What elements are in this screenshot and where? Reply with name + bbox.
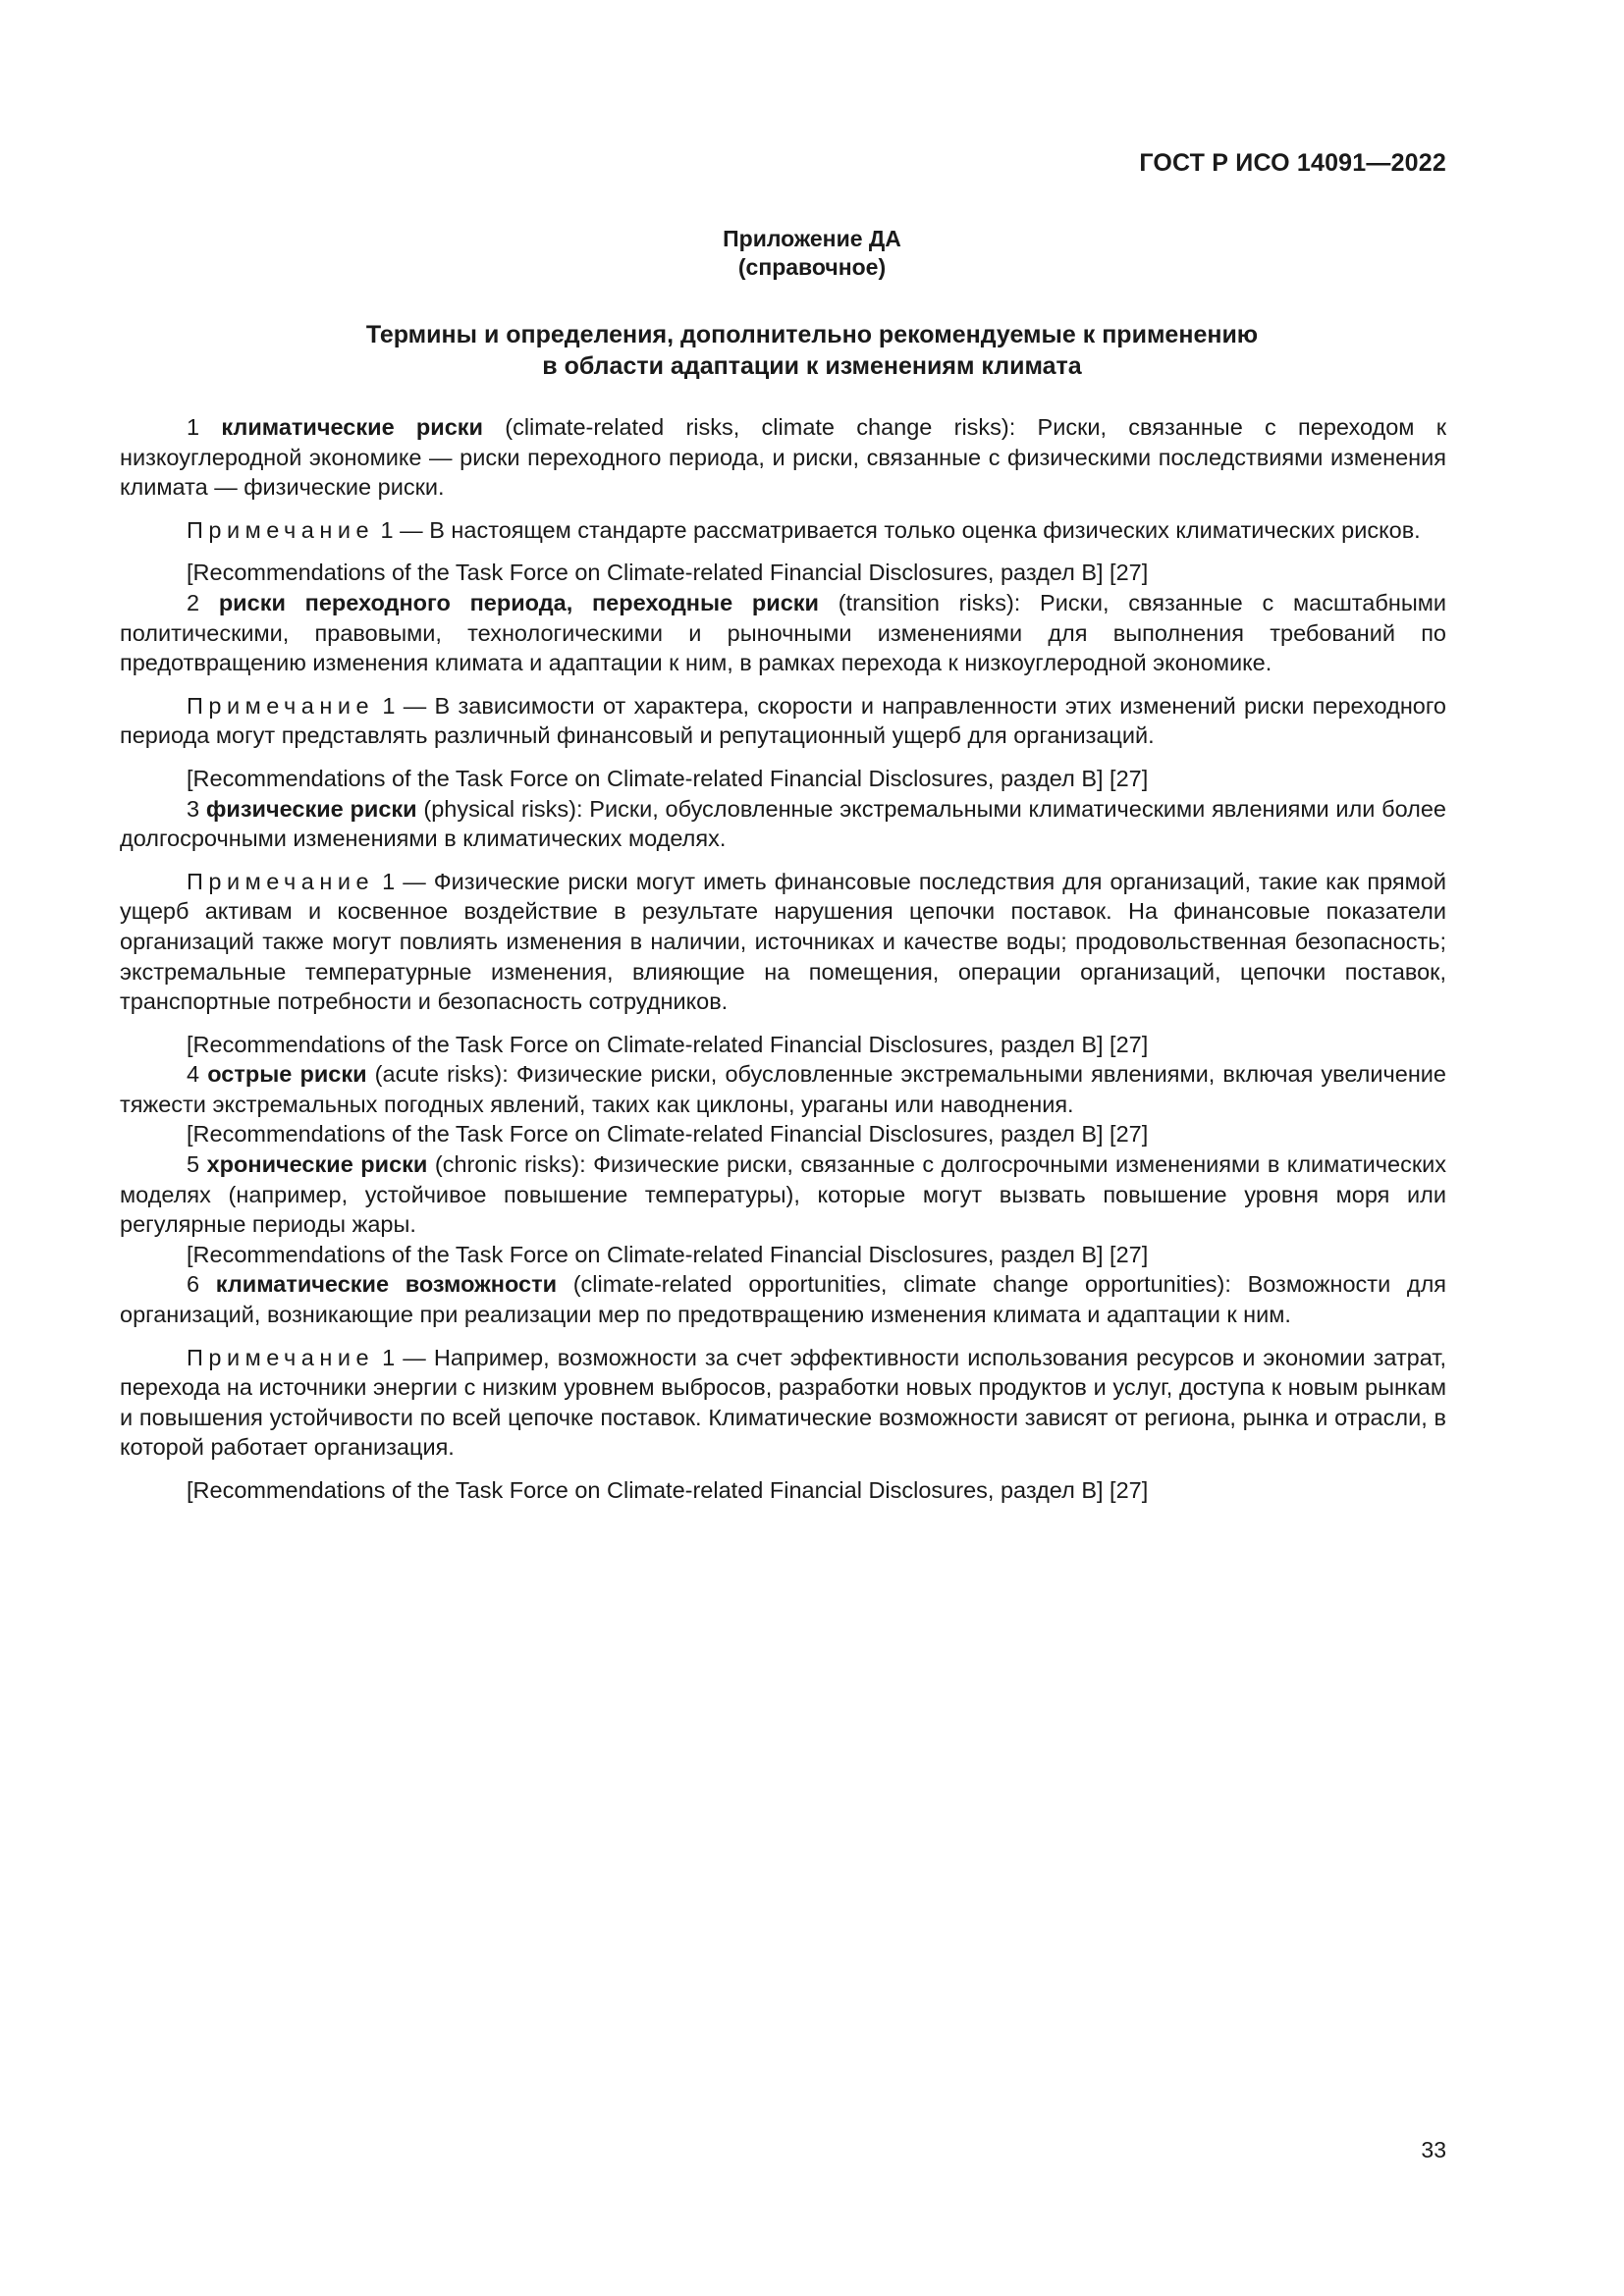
term-entry: [120, 588, 1446, 678]
term-number: 6: [187, 1271, 200, 1298]
term-number: 1: [187, 414, 200, 440]
page-number: 33: [1421, 2137, 1446, 2163]
term-name: хронические риски: [206, 1151, 428, 1178]
term-entry: [120, 1059, 1446, 1119]
section-title: [0, 319, 1624, 382]
term-name: физические риски: [205, 795, 417, 822]
term-entry: [120, 794, 1446, 854]
note-label: Примечание: [187, 1344, 375, 1370]
term-name: риски переходного периода, переходные риски: [218, 589, 819, 615]
note-label: Примечание: [187, 692, 375, 719]
term-name: климатические риски: [221, 414, 483, 440]
term-note: [120, 867, 1446, 1017]
note-label: Примечание: [187, 516, 375, 543]
document-code: ГОСТ Р ИСО 14091—2022: [1139, 149, 1446, 177]
term-number: 3: [187, 795, 200, 822]
term-definition: (transition risks): Риски, связанные с масштабными политическими, правовыми, технологическими и рыночными изменениями для выполнения требований по предотвращению изменения климата и адаптации к ним, в рамках перехода к низкоуглеродной экономике.: [120, 589, 1446, 676]
term-note: [120, 1343, 1446, 1463]
term-definition: (physical risks): Риски, обусловленные экстремальными климатическими явлениями или более долгосрочными изменениями в климатических моделях.: [120, 795, 1447, 852]
note-text: 1 — Физические риски могут иметь финансовые последствия для организаций, такие как прямой ущерб активам и косвенное воздействие в результате нарушения цепочки поставок. На финансовые показатели организаций также могут повлиять изменения в наличии, источниках и качестве воды; продовольственная безопасность; экстремальные температурные изменения, влияющие на помещения, операции организаций, цепочки поставок, транспортные потребности и безопасность сотрудников.: [120, 868, 1446, 1015]
term-entry: [120, 1149, 1446, 1240]
term-source: [Recommendations of the Task Force on Climate-related Financial Disclosures, раздел B] [27]: [187, 1121, 1149, 1148]
term-definition: (climate-related risks, climate change risks): Риски, связанные с переходом к низкоуглеродной экономике — риски переходного периода, и риски, связанные с физическими последствиями изменения климата — физические риски.: [120, 414, 1446, 501]
term-number: 4: [187, 1061, 200, 1088]
note-text: 1 — В настоящем стандарте рассматривается только оценка физических климатических рисков.: [374, 516, 1421, 543]
term-definition: (acute risks): Физические риски, обусловленные экстремальными явлениями, включая увеличение тяжести экстремальных погодных явлений, таких как циклоны, ураганы или наводнения.: [120, 1061, 1447, 1117]
section-title-line-2: в области адаптации к изменениям климата: [542, 352, 1082, 380]
term-number: 2: [187, 589, 200, 615]
note-label: Примечание: [187, 868, 375, 894]
note-text: 1 — В зависимости от характера, скорости и направленности этих изменений риски переходного периода могут представлять различный финансовый и репутационный ущерб для организаций.: [120, 692, 1446, 749]
term-entry: [120, 412, 1446, 503]
section-title-line-1: Термины и определения, дополнительно рекомендуемые к применению: [365, 321, 1259, 348]
annex-subtitle: (справочное): [737, 254, 887, 280]
term-definition: (chronic risks): Физические риски, связанные с долгосрочными изменениями в климатических моделях (например, устойчивое повышение температуры), которые могут вызвать повышение уровня моря или регулярные периоды жары.: [120, 1151, 1447, 1238]
term-note: [120, 515, 1446, 546]
term-definition: (climate-related opportunities, climate change opportunities): Возможности для организаций, возникающие при реализации мер по предотвращению изменения климата и адаптации к ним.: [120, 1271, 1447, 1328]
term-number: 5: [187, 1151, 200, 1178]
term-source: [Recommendations of the Task Force on Climate-related Financial Disclosures, раздел B] [27]: [187, 560, 1149, 586]
term-source: [Recommendations of the Task Force on Climate-related Financial Disclosures, раздел B] [27]: [187, 1241, 1149, 1267]
annex-title: Приложение ДА: [723, 226, 901, 251]
term-source: [Recommendations of the Task Force on Climate-related Financial Disclosures, раздел B] [27]: [187, 765, 1149, 791]
term-note: [120, 691, 1446, 751]
annex-heading: [0, 225, 1624, 282]
term-source: [Recommendations of the Task Force on Climate-related Financial Disclosures, раздел B] [27]: [187, 1477, 1149, 1503]
term-name: климатические возможности: [215, 1271, 558, 1298]
term-name: острые риски: [207, 1061, 367, 1088]
term-entry: [120, 1269, 1446, 1329]
note-text: 1 — Например, возможности за счет эффективности использования ресурсов и экономии затрат, перехода на источники энергии с низким уровнем выбросов, разработки новых продуктов и услуг, доступа к новым рынкам и повышения устойчивости по всей цепочке поставок. Климатические возможности зависят от региона, рынка и отрасли, в которой работает организация.: [120, 1344, 1446, 1461]
terms-body: [120, 412, 1446, 1506]
term-source: [Recommendations of the Task Force on Climate-related Financial Disclosures, раздел B] [27]: [187, 1031, 1149, 1057]
